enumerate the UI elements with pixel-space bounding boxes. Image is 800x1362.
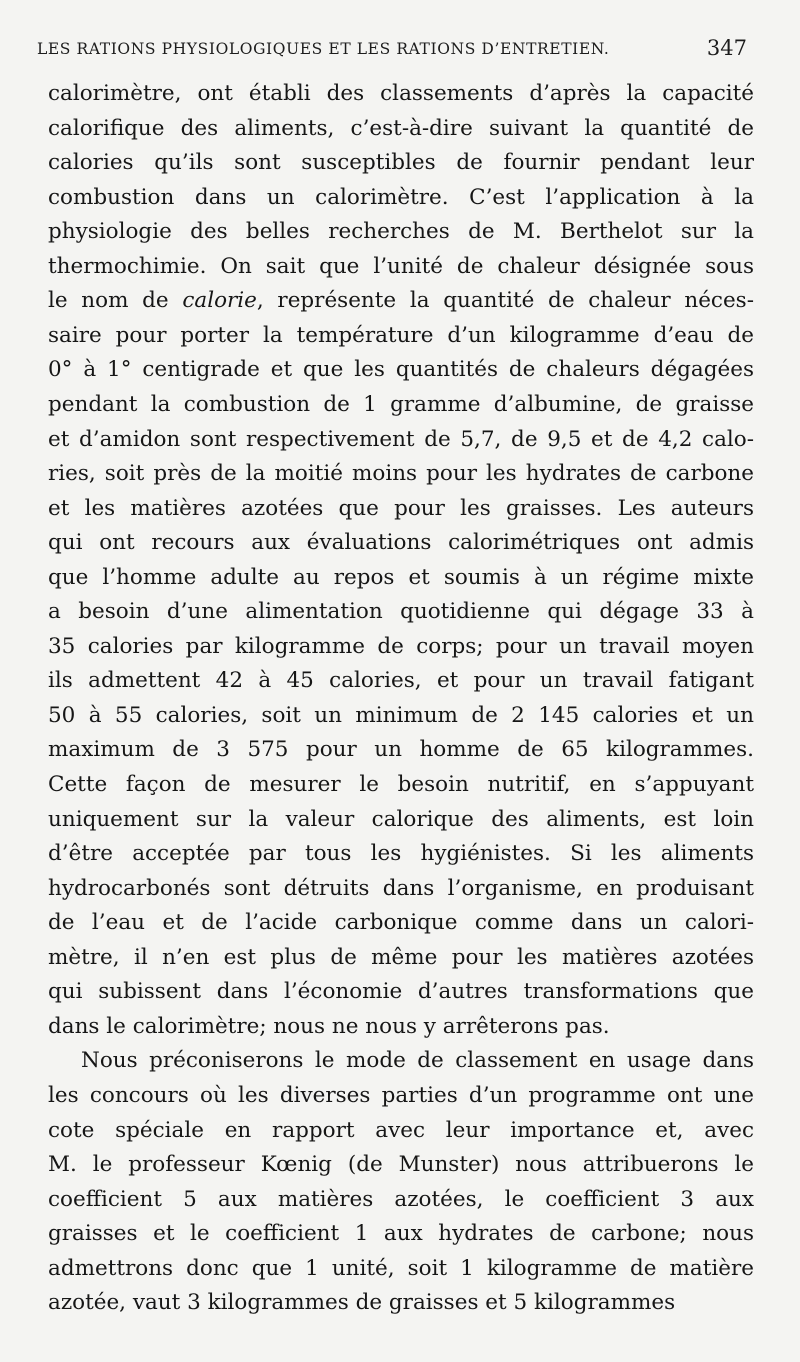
text-line: dans le calorimètre; nous ne nous y arrêterons pas.: [48, 1014, 610, 1039]
text-line: d’être acceptée par tous les hygiénistes. Si les aliments: [48, 841, 754, 866]
text-line: thermochimie. On sait que l’unité de chaleur désignée sous: [48, 254, 754, 279]
italic-term: calorie: [182, 288, 257, 313]
text-line: physiologie des belles recherches de M. Berthelot sur la: [48, 219, 754, 244]
running-head: LES RATIONS PHYSIOLOGIQUES ET LES RATIONS D’ENTRETIEN.: [37, 40, 610, 58]
page-header: [37, 36, 747, 66]
text-line: a besoin d’une alimentation quotidienne qui dégage 33 à: [48, 599, 754, 624]
text-line: et d’amidon sont respectivement de 5,7, de 9,5 et de 4,2 calo-: [48, 427, 754, 452]
text-line: ries, soit près de la moitié moins pour les hydrates de carbone: [48, 461, 754, 486]
text-line: coefficient 5 aux matières azotées, le coefficient 3 aux: [48, 1187, 754, 1212]
text-line: de l’eau et de l’acide carbonique comme dans un calori-: [48, 910, 754, 935]
text-line: graisses et le coefficient 1 aux hydrates de carbone; nous: [48, 1221, 754, 1246]
text-line: calorimètre, ont établi des classements d’après la capacité: [48, 81, 754, 106]
text-line: que l’homme adulte au repos et soumis à un régime mixte: [48, 565, 754, 590]
text-line: admettrons donc que 1 unité, soit 1 kilogramme de matière: [48, 1256, 754, 1281]
text-line: le nom de calorie, représente la quantité de chaleur néces-: [48, 288, 754, 313]
text-line: pendant la combustion de 1 gramme d’albumine, de graisse: [48, 392, 754, 417]
text-line: 35 calories par kilogramme de corps; pour un travail moyen: [48, 634, 754, 659]
page-number: 347: [706, 36, 747, 60]
text-line: Cette façon de mesurer le besoin nutritif, en s’appuyant: [48, 772, 754, 797]
text-line: qui subissent dans l’économie d’autres transformations que: [48, 979, 754, 1004]
text-line: Nous préconiserons le mode de classement en usage dans: [81, 1048, 754, 1073]
text-line: hydrocarbonés sont détruits dans l’organisme, en produisant: [48, 876, 754, 901]
text-line: calorifique des aliments, c’est-à-dire suivant la quantité de: [48, 116, 754, 141]
text-line: combustion dans un calorimètre. C’est l’application à la: [48, 185, 754, 210]
text-line: azotée, vaut 3 kilogrammes de graisses et 5 kilogrammes: [48, 1290, 676, 1315]
text-line: ils admettent 42 à 45 calories, et pour un travail fatigant: [48, 668, 754, 693]
text-line: et les matières azotées que pour les graisses. Les auteurs: [48, 496, 754, 521]
text-line: 0° à 1° centigrade et que les quantités de chaleurs dégagées: [48, 357, 754, 382]
text-line: uniquement sur la valeur calorique des aliments, est loin: [48, 807, 754, 832]
text-line: 50 à 55 calories, soit un minimum de 2 145 calories et un: [48, 703, 754, 728]
text-line: les concours où les diverses parties d’un programme ont une: [48, 1083, 754, 1108]
text-line: calories qu’ils sont susceptibles de fournir pendant leur: [48, 150, 754, 175]
text-line: M. le professeur Kœnig (de Munster) nous attribuerons le: [48, 1152, 754, 1177]
text-line: maximum de 3 575 pour un homme de 65 kilogrammes.: [48, 737, 754, 762]
text-line: cote spéciale en rapport avec leur importance et, avec: [48, 1118, 754, 1143]
text-line: mètre, il n’en est plus de même pour les matières azotées: [48, 945, 754, 970]
text-line: saire pour porter la température d’un kilogramme d’eau de: [48, 323, 754, 348]
text-line: qui ont recours aux évaluations calorimétriques ont admis: [48, 530, 754, 555]
